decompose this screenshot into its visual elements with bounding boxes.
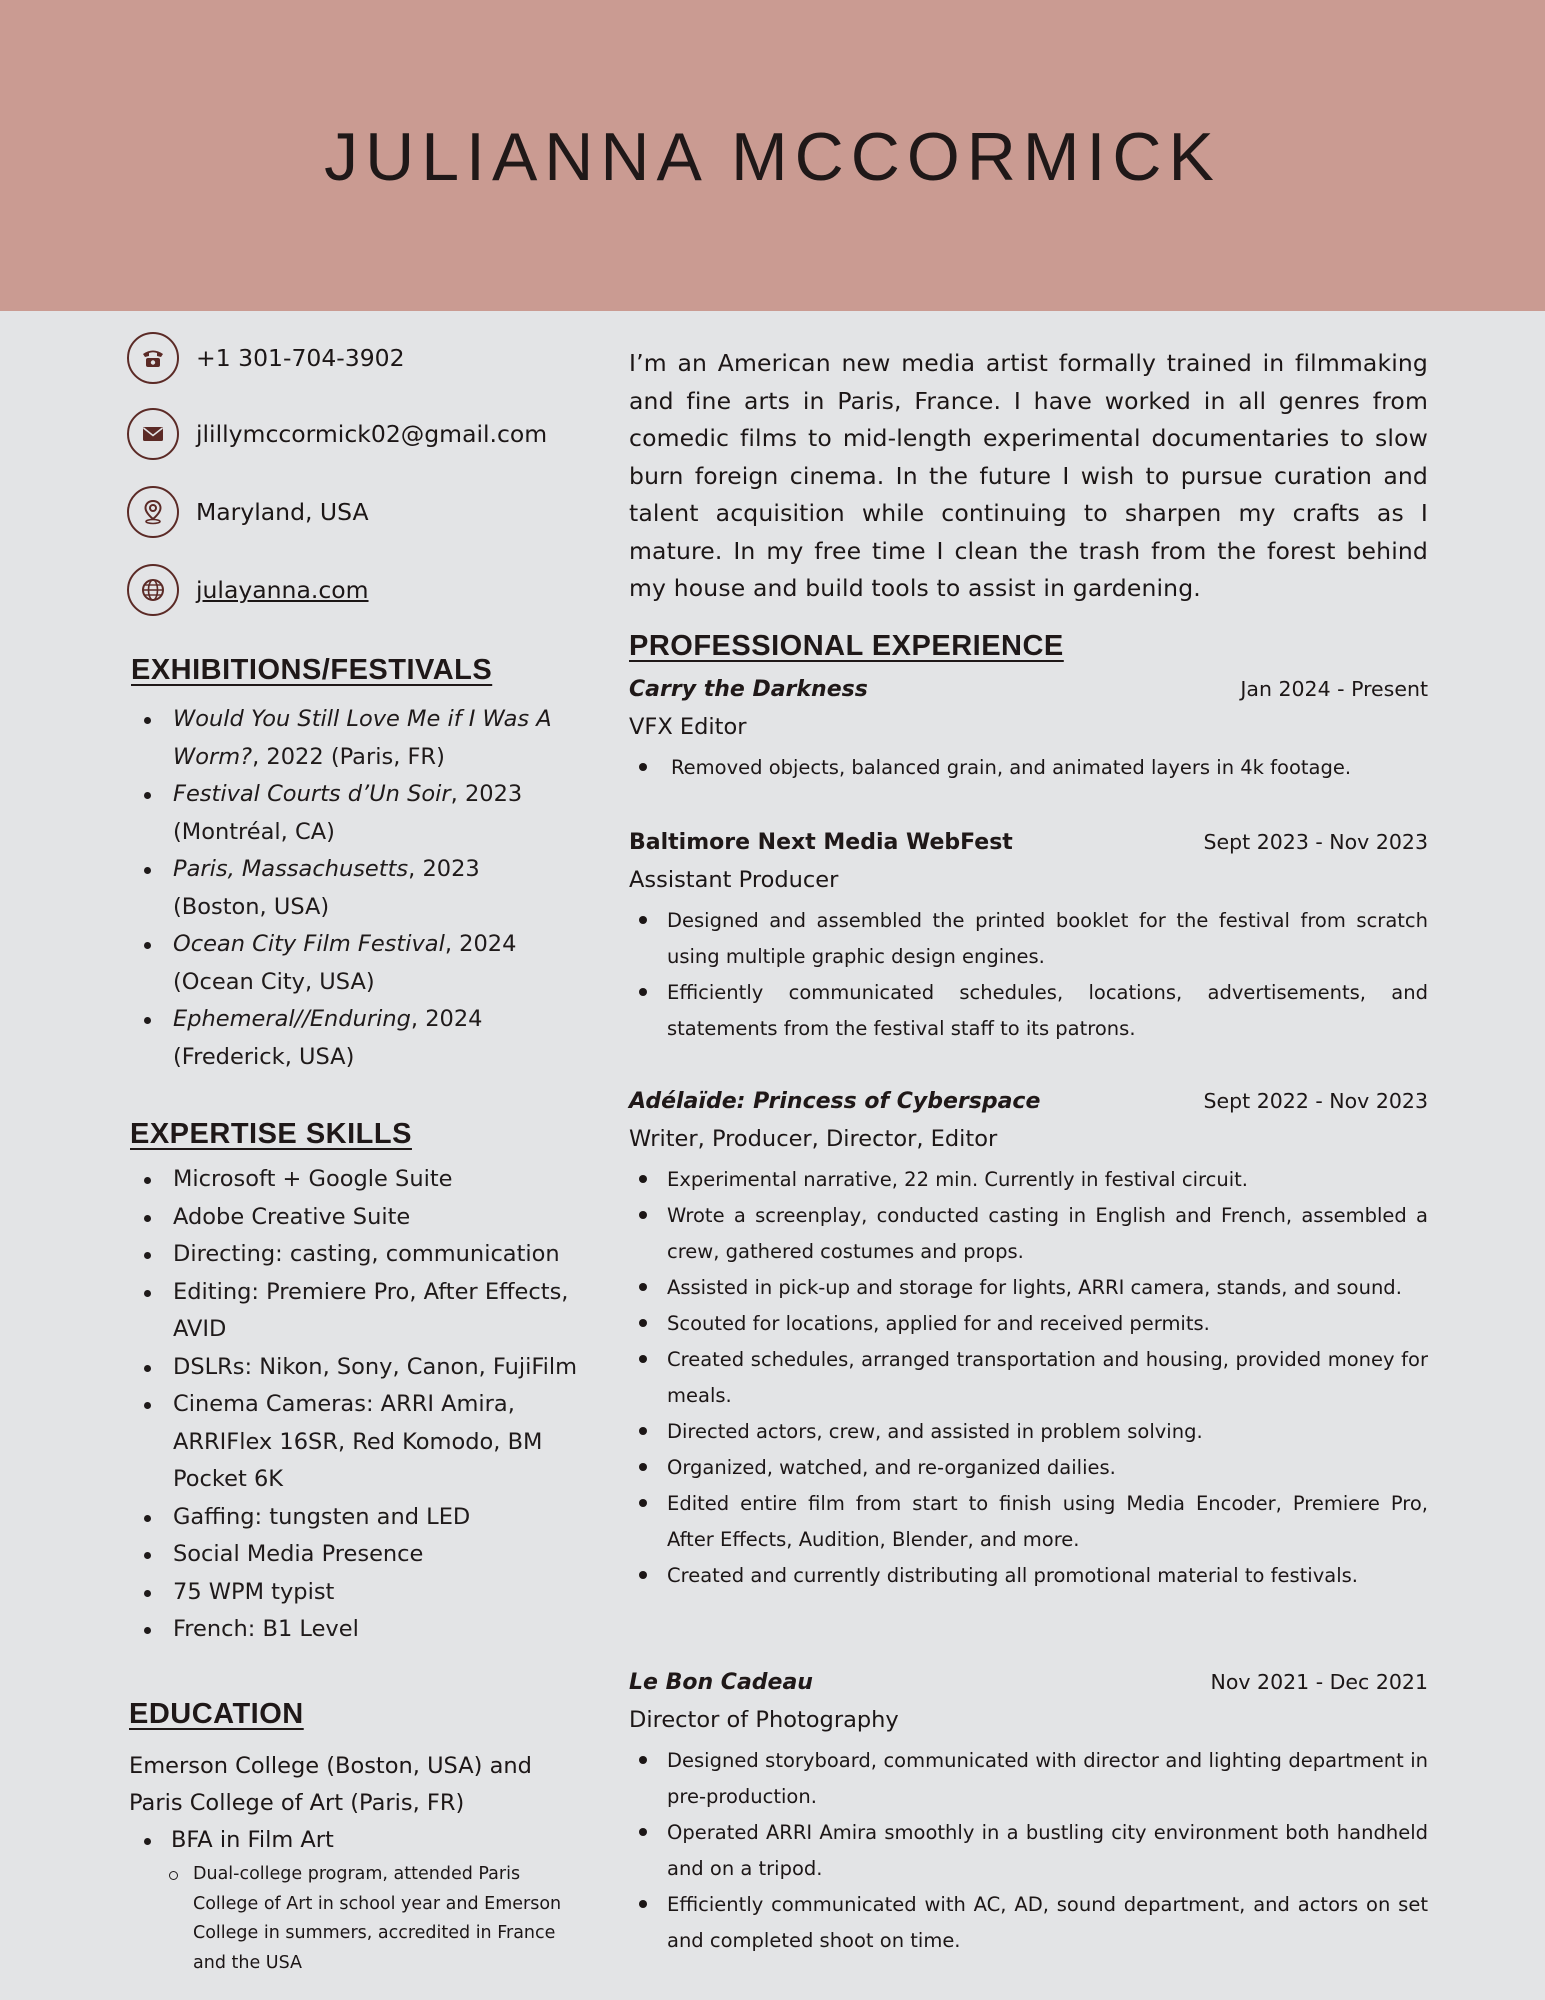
job-entry bbox=[629, 1670, 1428, 1959]
list-item: DSLRs: Nikon, Sony, Canon, FujiFilm bbox=[129, 1349, 579, 1387]
exhibitions-heading: EXHIBITIONS/FESTIVALS bbox=[131, 654, 493, 686]
list-item: Efficiently communicated schedules, locations, advertisements, and statements from the festival staff to its patrons. bbox=[629, 975, 1428, 1047]
list-item: Experimental narrative, 22 min. Currently in festival circuit. bbox=[629, 1162, 1428, 1198]
list-item: Gaffing: tungsten and LED bbox=[129, 1499, 579, 1537]
contact-website[interactable] bbox=[127, 564, 369, 616]
job-entry bbox=[629, 1089, 1428, 1594]
job-title: Baltimore Next Media WebFest bbox=[629, 830, 1013, 855]
list-item: Festival Courts d’Un Soir, 2023 (Montréal, CA) bbox=[129, 776, 569, 851]
list-item: Social Media Presence bbox=[129, 1536, 579, 1574]
list-item: Directing: casting, communication bbox=[129, 1236, 579, 1274]
job-date: Sept 2022 - Nov 2023 bbox=[1203, 1089, 1428, 1113]
location-pin-icon bbox=[127, 486, 179, 538]
experience-heading: PROFESSIONAL EXPERIENCE bbox=[629, 630, 1064, 662]
list-item: Wrote a screenplay, conducted casting in English and French, assembled a crew, gathered costumes and props. bbox=[629, 1198, 1428, 1270]
list-item: Editing: Premiere Pro, After Effects, AVID bbox=[129, 1274, 579, 1349]
list-item: Designed and assembled the printed booklet for the festival from scratch using multiple graphic design engines. bbox=[629, 903, 1428, 975]
list-item: French: B1 Level bbox=[129, 1611, 579, 1649]
list-item: Ocean City Film Festival, 2024 (Ocean City, USA) bbox=[129, 926, 569, 1001]
education-heading: EDUCATION bbox=[129, 1698, 304, 1730]
job-role: Writer, Producer, Director, Editor bbox=[629, 1126, 998, 1152]
mail-icon bbox=[127, 408, 179, 460]
job-role: Director of Photography bbox=[629, 1707, 899, 1733]
list-item: Adobe Creative Suite bbox=[129, 1199, 579, 1237]
contact-phone bbox=[127, 332, 405, 384]
job-date: Nov 2021 - Dec 2021 bbox=[1210, 1670, 1428, 1694]
skills-list bbox=[129, 1161, 579, 1649]
job-entry bbox=[629, 830, 1428, 1047]
list-item: Edited entire film from start to finish using Media Encoder, Premiere Pro, After Effects, Audition, Blender, and more. bbox=[629, 1486, 1428, 1558]
summary-paragraph: I’m an American new media artist formally trained in filmmaking and fine arts in Paris, France. I have worked in all genres from comedic films to mid-length experimental documentaries to slow burn foreign cinema. In the future I wish to pursue curation and talent acquisition while continuing to sharpen my crafts as I mature. In my free time I clean the trash from the forest behind my house and build tools to assist in gardening. bbox=[629, 349, 1428, 602]
degree: BFA in Film Art bbox=[129, 1822, 579, 1859]
job-date: Sept 2023 - Nov 2023 bbox=[1203, 830, 1428, 854]
list-item: Removed objects, balanced grain, and animated layers in 4k footage. bbox=[629, 750, 1428, 786]
phone-number: +1 301-704-3902 bbox=[196, 344, 405, 372]
job-entry bbox=[629, 677, 1428, 786]
contact-email bbox=[127, 408, 547, 460]
job-title: Adélaïde: Princess of Cyberspace bbox=[629, 1089, 1041, 1114]
job-role: Assistant Producer bbox=[629, 867, 839, 893]
list-item: Assisted in pick-up and storage for lights, ARRI camera, stands, and sound. bbox=[629, 1270, 1428, 1306]
list-item: Microsoft + Google Suite bbox=[129, 1161, 579, 1199]
contact-location bbox=[127, 486, 369, 538]
school-name: Emerson College (Boston, USA) and Paris College of Art (Paris, FR) bbox=[129, 1753, 532, 1816]
list-item: Organized, watched, and re-organized dailies. bbox=[629, 1450, 1428, 1486]
website-link[interactable]: julayanna.com bbox=[196, 576, 369, 604]
education-block bbox=[129, 1748, 579, 1978]
location-text: Maryland, USA bbox=[196, 498, 369, 526]
list-item: Would You Still Love Me if I Was A Worm?, 2022 (Paris, FR) bbox=[129, 701, 569, 776]
phone-icon bbox=[127, 332, 179, 384]
job-title: Carry the Darkness bbox=[629, 677, 868, 702]
email-address: jlillymccormick02@gmail.com bbox=[196, 420, 548, 448]
skills-heading: EXPERTISE SKILLS bbox=[130, 1118, 412, 1150]
list-item: 75 WPM typist bbox=[129, 1574, 579, 1612]
list-item: Designed storyboard, communicated with director and lighting department in pre-production. bbox=[629, 1743, 1428, 1815]
list-item: Created schedules, arranged transportation and housing, provided money for meals. bbox=[629, 1342, 1428, 1414]
candidate-name: JULIANNA MCCORMICK bbox=[324, 119, 1221, 195]
list-item: Paris, Massachusetts, 2023 (Boston, USA) bbox=[129, 851, 569, 926]
list-item: Operated ARRI Amira smoothly in a bustling city environment both handheld and on a tripod. bbox=[629, 1815, 1428, 1887]
header-banner bbox=[0, 0, 1545, 311]
list-item: Efficiently communicated with AC, AD, sound department, and actors on set and completed shoot on time. bbox=[629, 1887, 1428, 1959]
list-item: Created and currently distributing all promotional material to festivals. bbox=[629, 1558, 1428, 1594]
list-item: Ephemeral//Enduring, 2024 (Frederick, USA) bbox=[129, 1001, 569, 1076]
job-date: Jan 2024 - Present bbox=[1240, 677, 1428, 701]
exhibitions-list bbox=[129, 701, 569, 1076]
job-title: Le Bon Cadeau bbox=[629, 1670, 813, 1695]
list-item: Cinema Cameras: ARRI Amira, ARRIFlex 16SR, Red Komodo, BM Pocket 6K bbox=[129, 1386, 579, 1499]
list-item: Directed actors, crew, and assisted in problem solving. bbox=[629, 1414, 1428, 1450]
globe-icon bbox=[127, 564, 179, 616]
list-item: Scouted for locations, applied for and received permits. bbox=[629, 1306, 1428, 1342]
education-note: Dual-college program, attended Paris College of Art in school year and Emerson College in summers, accredited in France and the USA bbox=[129, 1860, 579, 1978]
job-role: VFX Editor bbox=[629, 714, 747, 740]
